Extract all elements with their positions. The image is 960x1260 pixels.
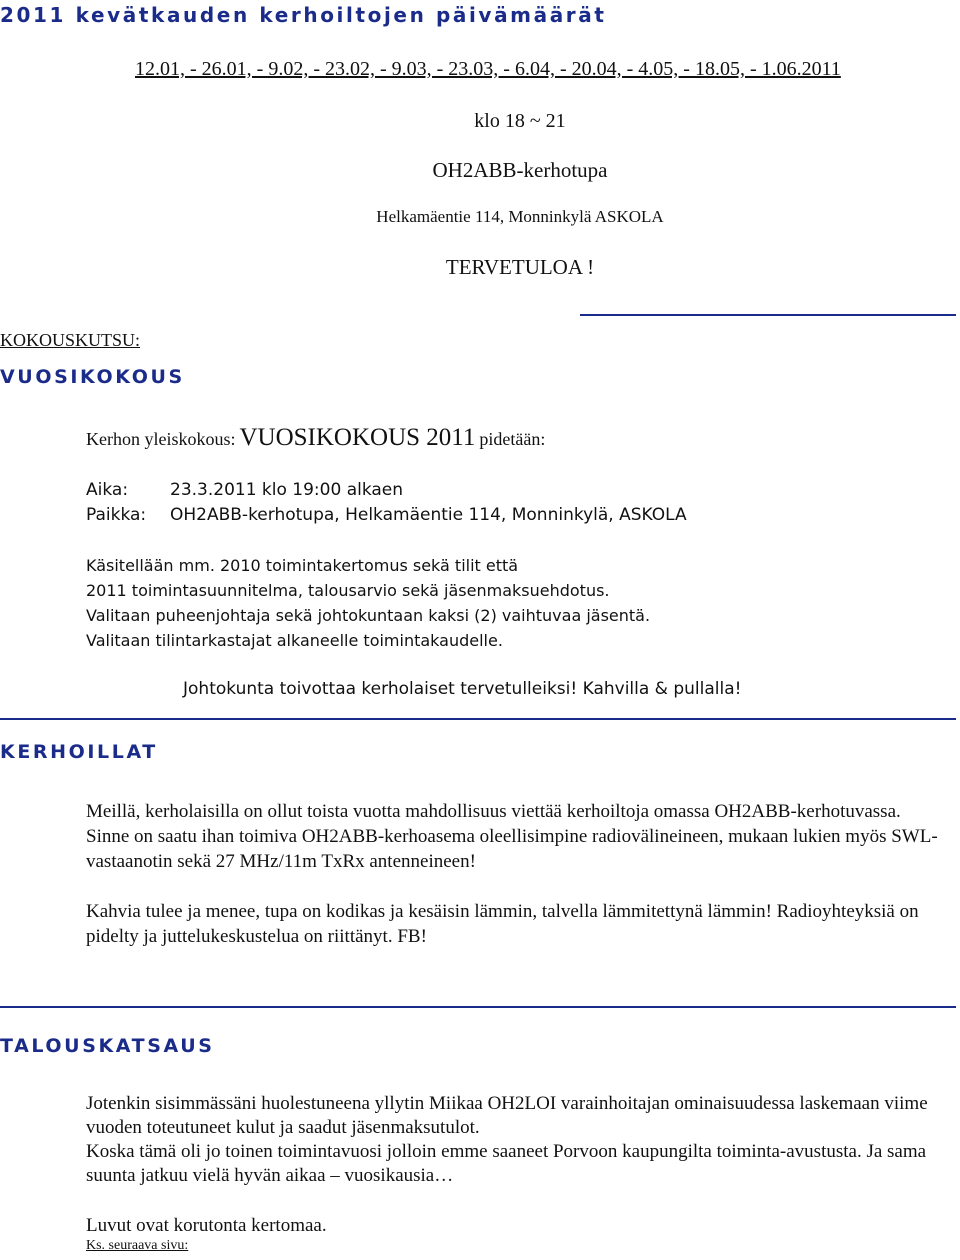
- invite-label: KOKOUSKUTSU:: [0, 330, 141, 350]
- section-heading-kerhoillat: KERHOILLAT: [0, 741, 158, 763]
- kerhoillat-paragraph: Meillä, kerholaisilla on ollut toista vuotta mahdollisuus viettää kerhoiltoja omassa OH2ABB-kerhotuvassa.: [86, 801, 901, 822]
- agenda-line: 2011 toimintasuunnitelma, talousarvio sekä jäsenmaksuehdotus.: [86, 581, 610, 600]
- kerhoillat-paragraph: Kahvia tulee ja menee, tupa on kodikas ja kesäisin lämmin, talvella lämmitettynä lämmin! Radioyhteyksiä on pidelty ja juttelukeskustelua on riittänyt. FB!: [86, 901, 919, 947]
- page-title: 2011 kevätkauden kerhoiltojen päivämäärät: [0, 3, 607, 27]
- meeting-closing: Johtokunta toivottaa kerholaiset tervetulleiksi! Kahvilla & pullalla!: [183, 679, 742, 699]
- place-label: Paikka:: [86, 505, 147, 525]
- date-list: 12.01, - 26.01, - 9.02, - 23.02, - 9.03, - 23.03, - 6.04, - 20.04, - 4.05, - 18.05, - 1.06.2011: [135, 58, 841, 80]
- agenda-line: Valitaan puheenjohtaja sekä johtokuntaan kaksi (2) vaihtuvaa jäsentä.: [86, 606, 651, 625]
- kerhoillat-paragraph: Sinne on saatu ihan toimiva OH2ABB-kerhoasema oleellisimpine radiovälineineen, mukaan lukien myös SWL-vastaanotin sekä 27 MHz/11m TxRx antenneineen!: [86, 826, 938, 872]
- talous-body: [86, 1092, 950, 1254]
- section-heading-vuosikokous: VUOSIKOKOUS: [0, 366, 185, 388]
- time-label: Aika:: [86, 480, 129, 500]
- divider-1: [580, 314, 956, 316]
- place-value: OH2ABB-kerhotupa, Helkamäentie 114, Monninkylä, ASKOLA: [170, 505, 687, 525]
- talous-paragraph: Jotenkin sisimmässäni huolestuneena yllytin Miikaa OH2LOI varainhoitajan ominaisuudessa laskemaan viime vuoden toteutuneet kulut ja saadut jäsenmaksutulot.: [86, 1093, 928, 1138]
- meeting-time: klo 18 ~ 21: [474, 110, 566, 132]
- intro-suffix: pidetään:: [479, 429, 546, 449]
- agenda-line: Käsitellään mm. 2010 toimintakertomus sekä tilit että: [86, 556, 519, 575]
- talous-paragraph: Koska tämä oli jo toinen toimintavuosi jolloin emme saaneet Porvoon kaupungilta toiminta-avustusta. Ja sama suunta jatkuu vielä hyvän aikaa – vuosikausia…: [86, 1141, 927, 1186]
- time-value: 23.3.2011 klo 19:00 alkaen: [170, 480, 404, 500]
- intro-big: VUOSIKOKOUS 2011: [239, 424, 476, 451]
- meeting-place: OH2ABB-kerhotupa: [432, 158, 608, 182]
- divider-3: [0, 1006, 956, 1008]
- divider-2: [0, 718, 956, 720]
- kerhoillat-body: [86, 799, 950, 949]
- talous-paragraph: Luvut ovat korutonta kertomaa.: [86, 1215, 327, 1236]
- next-page-note: Ks. seuraava sivu:: [86, 1238, 189, 1253]
- intro-prefix: Kerhon yleiskokous:: [86, 429, 236, 449]
- welcome-text: TERVETULOA !: [445, 255, 595, 279]
- section-heading-talouskatsaus: TALOUSKATSAUS: [0, 1035, 215, 1057]
- meeting-intro: [86, 424, 545, 452]
- meeting-address: Helkamäentie 114, Monninkylä ASKOLA: [376, 207, 664, 226]
- agenda-line: Valitaan tilintarkastajat alkaneelle toimintakaudelle.: [86, 631, 503, 650]
